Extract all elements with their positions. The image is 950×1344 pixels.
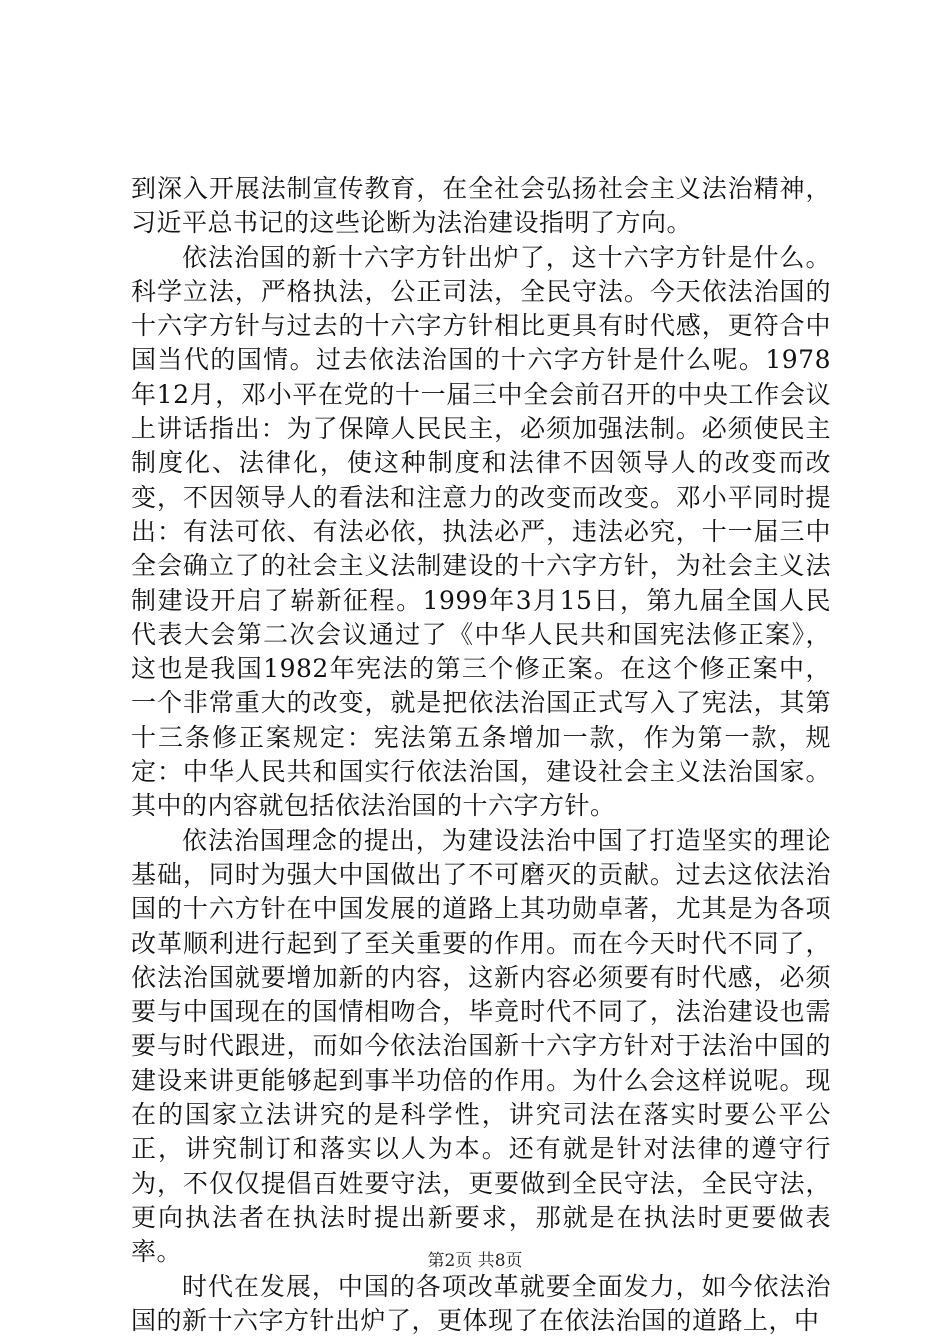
paragraph-2: 依法治国的新十六字方针出炉了，这十六字方针是什么。科学立法，严格执法，公正司法，全民守法。今天依法治国的十六字方针与过去的十六字方针相比更具有时代感，更符合中国当代的国情。过去依法治国的十六字方针是什么呢。1978年12月，邓小平在党的十一届三中全会前召开的中央工作会议上讲话指出：为了保障人民民主，必须加强法制。必须使民主制度化、法律化，使这种制度和法律不因领导人的改变而改变，不因领导人的看法和注意力的改变而改变。邓小平同时提出：有法可依、有法必依，执法必严，违法必究，十一届三中全会确立了的社会主义法制建设的十六字方针，为社会主义法制建设开启了崭新征程。1999年3月15日，第九届全国人民代表大会第二次会议通过了《中华人民共和国宪法修正案》，这也是我国1982年宪法的第三个修正案。在这个修正案中，一个非常重大的改变，就是把依法治国正式写入了宪法，其第十三条修正案规定：宪法第五条增加一款，作为第一款，规定：中华人民共和国实行依法治国，建设社会主义法治国家。其中的内容就包括依法治国的十六字方针。 xyxy=(131,242,831,821)
paragraph-4: 时代在发展，中国的各项改革就要全面发力，如今依法治国的新十六字方针出炉了，更体现了在依法治国的道路上，中 xyxy=(131,1271,831,1335)
paragraph-3: 依法治国理念的提出，为建设法治中国了打造坚实的理论基础，同时为强大中国做出了不可磨灭的贡献。过去这依法治国的十六方针在中国发展的道路上其功勋卓著，尤其是为各项改革顺利进行起到了至关重要的作用。而在今天时代不同了，依法治国就要增加新的内容，这新内容必须要有时代感，必须要与中国现在的国情相吻合，毕竟时代不同了，法治建设也需要与时代跟进，而如今依法治国新十六字方针对于法治中国的建设来讲更能够起到事半功倍的作用。为什么会这样说呢。现在的国家立法讲究的是科学性，讲究司法在落实时要公平公正，讲究制订和落实以人为本。还有就是针对法律的遵守行为，不仅仅提倡百姓要守法，更要做到全民守法，全民守法，更向执法者在执法时提出新要求，那就是在执法时更要做表率。 xyxy=(131,825,831,1267)
body-text xyxy=(131,172,831,1338)
paragraph-1: 到深入开展法制宣传教育，在全社会弘扬社会主义法治精神，习近平总书记的这些论断为法治建设指明了方向。 xyxy=(131,174,831,238)
page-footer: 第2页 共8页 xyxy=(427,1251,523,1271)
